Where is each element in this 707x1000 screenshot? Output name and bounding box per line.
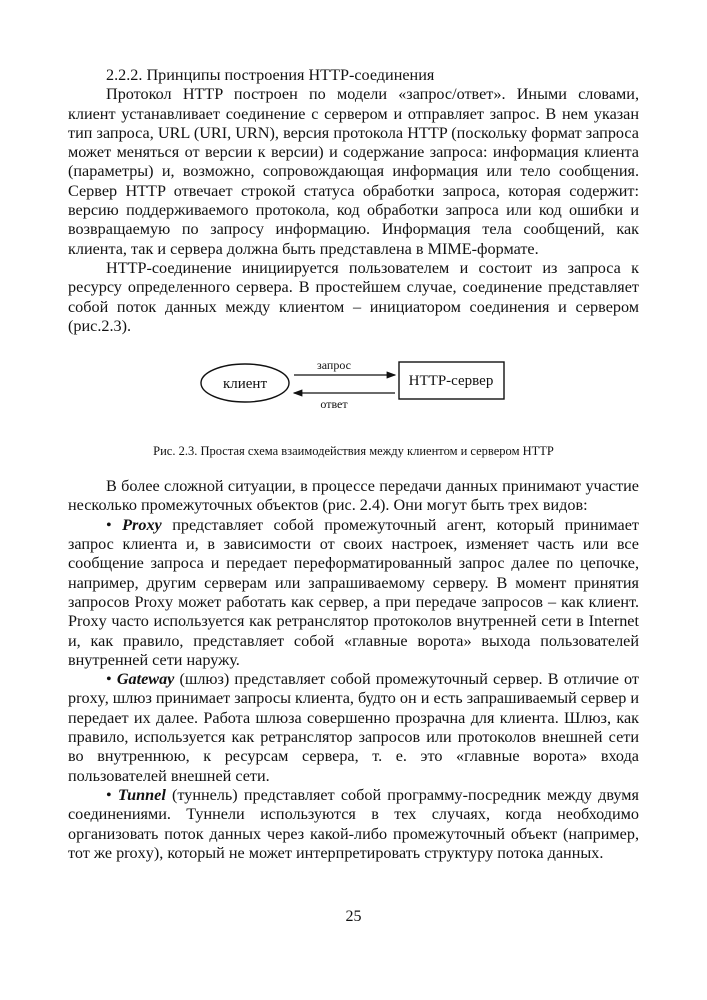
bullet-symbol: • [106,515,112,534]
server-label: HTTP-сервер [408,373,494,390]
request-label: запрос [317,358,351,373]
bullet-text-tunnel: (туннель) представляет собой программу-посредник между двумя соединениями. Туннели используются в тех случаях, когда необходимо организовать поток данных через какой-либо промежуточный объект (например, тот же proxy), который не может интерпретировать структуру потока данных. [68,785,640,862]
figure-caption: Рис. 2.3. Простая схема взаимодействия между клиентом и сервером HTTP [153,444,554,459]
bullet-symbol: • [106,785,112,804]
client-server-diagram [68,354,639,422]
response-label: ответ [320,397,348,412]
client-label: клиент [222,376,268,393]
bullet-term-proxy: Proxy [122,515,162,534]
section-heading: 2.2.2. Принципы построения HTTP-соединения [106,66,435,84]
figure-client-server [68,354,639,422]
bullet-term-gateway: Gateway [116,670,175,689]
page-body [68,66,639,863]
paragraph-http-connection: HTTP-соединение инициируется пользователем и состоит из запроса к ресурсу определенного сервера. В простейшем случае, соединение представляет собой поток данных между клиентом – инициатором соединения и сервером (рис.2.3). [68,258,639,335]
bullet-proxy [68,516,639,670]
bullet-term-tunnel: Tunnel [117,785,166,804]
bullet-gateway [68,670,639,786]
paragraph-http-model: Протокол HTTP построен по модели «запрос/ответ». Иными словами, клиент устанавливает соединение с сервером и отправляет запрос. В нем указан тип запроса, URL (URI, URN), версия протокола HTTP (поскольку формат запроса может меняться от версии к версии) и содержание запроса: информация клиента (параметры) и, возможно, сопровождающая информация или тело сообщения. Сервер HTTP отвечает строкой статуса обработки запроса, которая содержит: версию поддерживаемого протокола, код обработки запроса или код ошибки и возвращаемую по запросу информацию. Информация тела сообщений, как клиента, так и сервера должна быть представлена в MIME-формате. [68,85,639,258]
bullet-tunnel [68,786,639,863]
bullet-text-gateway: (шлюз) представляет собой промежуточный сервер. В отличие от proxy, шлюз принимает запросы клиента, будто он и есть запрашиваемый сервер и передает их далее. Работа шлюза совершенно прозрачна для клиента. Шлюз, как правило, используется как ретранслятор запросов или протоколов внешней сети во внутреннюю, к ресурсам сервера, т. е. это «главные ворота» входа пользователей внешней сети. [68,670,640,785]
bullet-symbol: • [106,670,112,689]
paragraph-intermediaries: В более сложной ситуации, в процессе передачи данных принимают участие несколько промежуточных объектов (рис. 2.4). Они могут быть трех видов: [68,477,639,515]
bullet-text-proxy: представляет собой промежуточный агент, который принимает запрос клиента и, в зависимости от своих настроек, изменяет часть или все сообщение запроса и передает переформатированный запрос далее по цепочке, например, другим серверам или запрашиваемому серверу. В момент принятия запросов Proxy может работать как сервер, а при передаче запросов – как клиент. Proxy часто используется как ретранслятор протоколов внутренней сети в Internet и, как правило, представляет собой «главные ворота» выхода пользователей внутренней сети наружу. [68,515,639,669]
page-number: 25 [345,908,362,925]
